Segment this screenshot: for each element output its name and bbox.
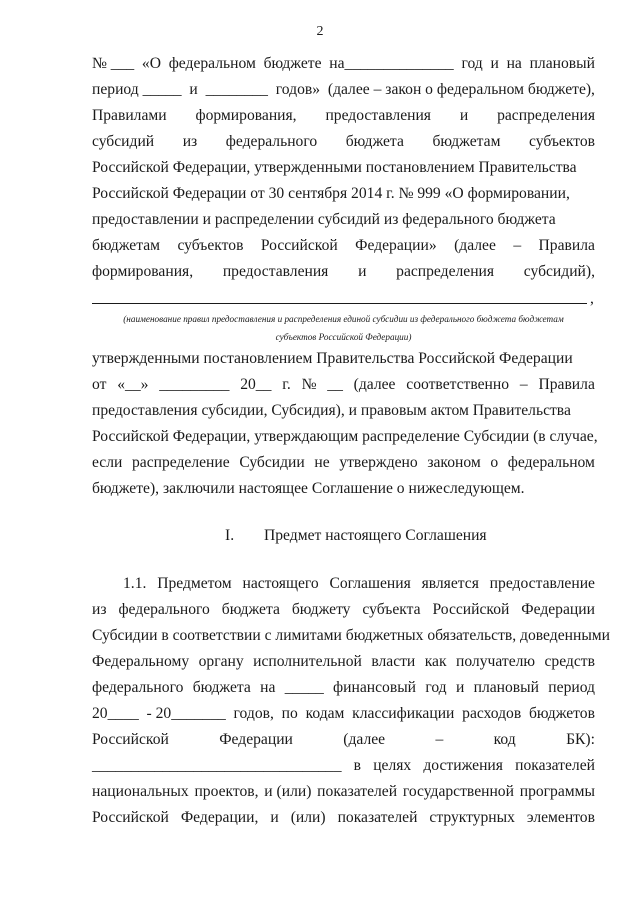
text-segment: средств [544,653,595,670]
text-segment: 20__ [240,376,272,393]
text-segment: бюджета [192,679,251,696]
text-segment: (далее – закон о федеральном бюджете), [327,81,595,98]
text-segment: предоставления [325,107,431,124]
text-segment: бюджета [221,601,280,618]
text-segment: 1.1. [123,575,147,592]
text-segment: Российской Федерации от 30 сентября 2014 г. № 999 «О формировании, [92,185,570,202]
text-segment: Субсидии [239,454,305,471]
text-line [92,677,595,699]
text-segment: финансовый [333,679,417,696]
page-number: 2 [316,24,324,39]
text-segment: является [421,575,479,592]
text-segment: (далее [454,237,496,254]
text-segment: годов» [275,81,321,98]
text-segment: Федерации [219,731,293,748]
text-segment: субъектов [177,237,244,254]
text-segment: Соглашения [329,575,411,592]
text-segment: из [92,601,107,618]
text-segment: получателю [456,653,536,670]
text-line [92,209,595,231]
text-segment: ________ [205,81,268,98]
text-line [92,79,595,101]
text-segment: № [301,376,317,393]
text-segment: и [270,809,279,826]
text-segment: законом [427,454,481,471]
text-line [92,625,611,647]
text-segment: показателей [337,809,418,826]
blank-line-comma: , [590,290,594,307]
text-segment: элементов [526,809,595,826]
text-line [92,374,595,396]
text-segment: субъектов [529,133,595,150]
text-segment: Российской [432,601,510,618]
text-segment: период [548,679,595,696]
text-line [92,452,595,474]
text-segment: на [506,55,522,72]
text-segment: о [490,454,499,471]
text-segment: показателей [515,757,595,774]
text-segment: № ___ [92,55,135,72]
text-segment: достижения [423,757,503,774]
text-segment: структурных [429,809,515,826]
text-segment: и [490,55,499,72]
text-segment: и [459,107,469,124]
text-segment: Российской [92,809,169,826]
text-segment: бюджете [263,55,322,72]
text-segment: бюджетов [528,705,595,722]
text-segment: исполнительной [253,653,362,670]
text-segment: предоставления субсидии, Субсидия), и правовым актом Правительства [92,402,571,419]
text-segment: Федеральному [92,653,190,670]
text-segment: распределение [132,454,230,471]
text-segment: плановый [529,55,595,72]
text-line [92,183,595,205]
text-segment: федерального [118,601,210,618]
text-segment: бюджета [345,133,404,150]
text-segment: годов, [233,705,274,722]
text-segment: код [493,731,516,748]
text-segment: федеральном [168,55,256,72]
text-segment: _____ [284,679,324,696]
text-segment: органу [198,653,244,670]
text-segment: (или) [290,809,326,826]
text-segment: (далее [343,731,386,748]
text-segment: (далее [353,376,396,393]
text-segment: государственной [402,783,514,800]
text-segment: и [455,679,465,696]
text-segment: - 20_______ [146,705,226,722]
text-segment: распределения [396,263,495,280]
text-segment: 20____ [92,705,139,722]
text-segment: от [92,376,107,393]
text-segment: Правила [538,376,595,393]
text-segment: бюджетам [432,133,501,150]
text-line [92,651,595,673]
text-segment: __ [327,376,343,393]
text-segment: г. [282,376,291,393]
text-segment: – [519,376,528,393]
text-segment: ________________________________ [92,757,342,774]
caption-line: (наименование правил предоставления и распределения единой субсидии из федерального бюджета бюджетам [123,314,564,324]
text-segment: из [182,133,198,150]
text-segment: как [424,653,447,670]
text-segment: в [353,757,362,774]
text-segment: федерального [92,679,184,696]
text-segment: Федерации [521,601,595,618]
text-line [92,348,595,370]
text-segment: программы [519,783,595,800]
text-segment: формирования, [195,107,297,124]
text-segment: Российской Федерации, утверждающим распределение Субсидии (в случае, [92,428,598,445]
text-segment: и [358,263,367,280]
text-segment: бюджету [291,601,351,618]
text-segment: кодам [305,705,345,722]
text-segment: проектов, [194,783,259,800]
text-segment: и [189,81,198,98]
text-segment: БК): [566,731,595,748]
text-segment: федеральном [507,454,595,471]
text-segment: расходов [462,705,522,722]
text-segment: национальных [92,783,189,800]
section-number: I. [225,527,235,544]
text-segment: на [260,679,276,696]
text-line [92,400,595,422]
text-line [92,478,595,500]
text-segment: Федерации, [180,809,259,826]
text-segment: Правила [538,237,595,254]
text-line [92,235,595,257]
text-line [123,573,595,595]
text-segment: бюджетам [92,237,161,254]
text-line [92,807,595,829]
text-segment: если [92,454,123,471]
text-segment: целях [373,757,412,774]
text-segment: год [425,679,447,696]
text-segment: Федерации» [355,237,437,254]
text-segment: Российской Федерации, утвержденными постановлением Правительства [92,159,577,176]
caption-line: субъектов Российской Федерации) [275,332,412,342]
text-line [92,157,595,179]
blank-fill-line [92,303,587,304]
text-segment: плановый [473,679,539,696]
text-segment: Субсидии в соответствии с лимитами бюджетных обязательств, доведенными [92,627,611,644]
text-segment: показателей [317,783,398,800]
text-segment: соответственно [406,376,510,393]
text-line [92,53,595,75]
text-segment: «__» [117,376,149,393]
text-line [92,755,595,777]
text-line [92,703,595,725]
text-segment: распределения [497,107,595,124]
text-segment: не [314,454,330,471]
text-segment: – [513,237,522,254]
text-line [92,781,595,803]
text-segment: Предметом [157,575,232,592]
text-line [92,729,595,751]
text-segment: власти [371,653,416,670]
text-segment: утверждено [339,454,418,471]
text-line [92,261,595,283]
text-segment: предоставлении и распределении субсидий из федерального бюджета [92,211,556,228]
text-line [92,105,595,127]
text-segment: бюджете), заключили настоящее Соглашение о нижеследующем. [92,480,525,497]
text-segment: Российской [92,731,169,748]
text-segment: год [461,55,483,72]
text-segment: и (или) [264,783,312,800]
text-segment: – [435,731,444,748]
text-segment: на______________ [329,55,454,72]
text-segment: период _____ [92,81,182,98]
text-segment: субсидий), [523,263,595,280]
text-line [92,599,595,621]
text-segment: Правилами [92,107,167,124]
text-segment: по [281,705,298,722]
text-segment: субъекта [362,601,421,618]
text-segment: предоставление [489,575,595,592]
text-segment: настоящего [242,575,319,592]
section-title: Предмет настоящего Соглашения [264,527,487,544]
text-segment: _________ [159,376,230,393]
text-segment: формирования, [92,263,194,280]
text-segment: Российской [260,237,338,254]
text-line [92,426,598,448]
text-segment: классификации [352,705,455,722]
text-segment: утвержденными постановлением Правительства Российской Федерации [92,350,573,367]
text-segment: предоставления [222,263,329,280]
text-segment: федерального [225,133,318,150]
text-segment: «О [141,55,161,72]
text-segment: субсидий [92,133,155,150]
text-line [92,131,595,153]
